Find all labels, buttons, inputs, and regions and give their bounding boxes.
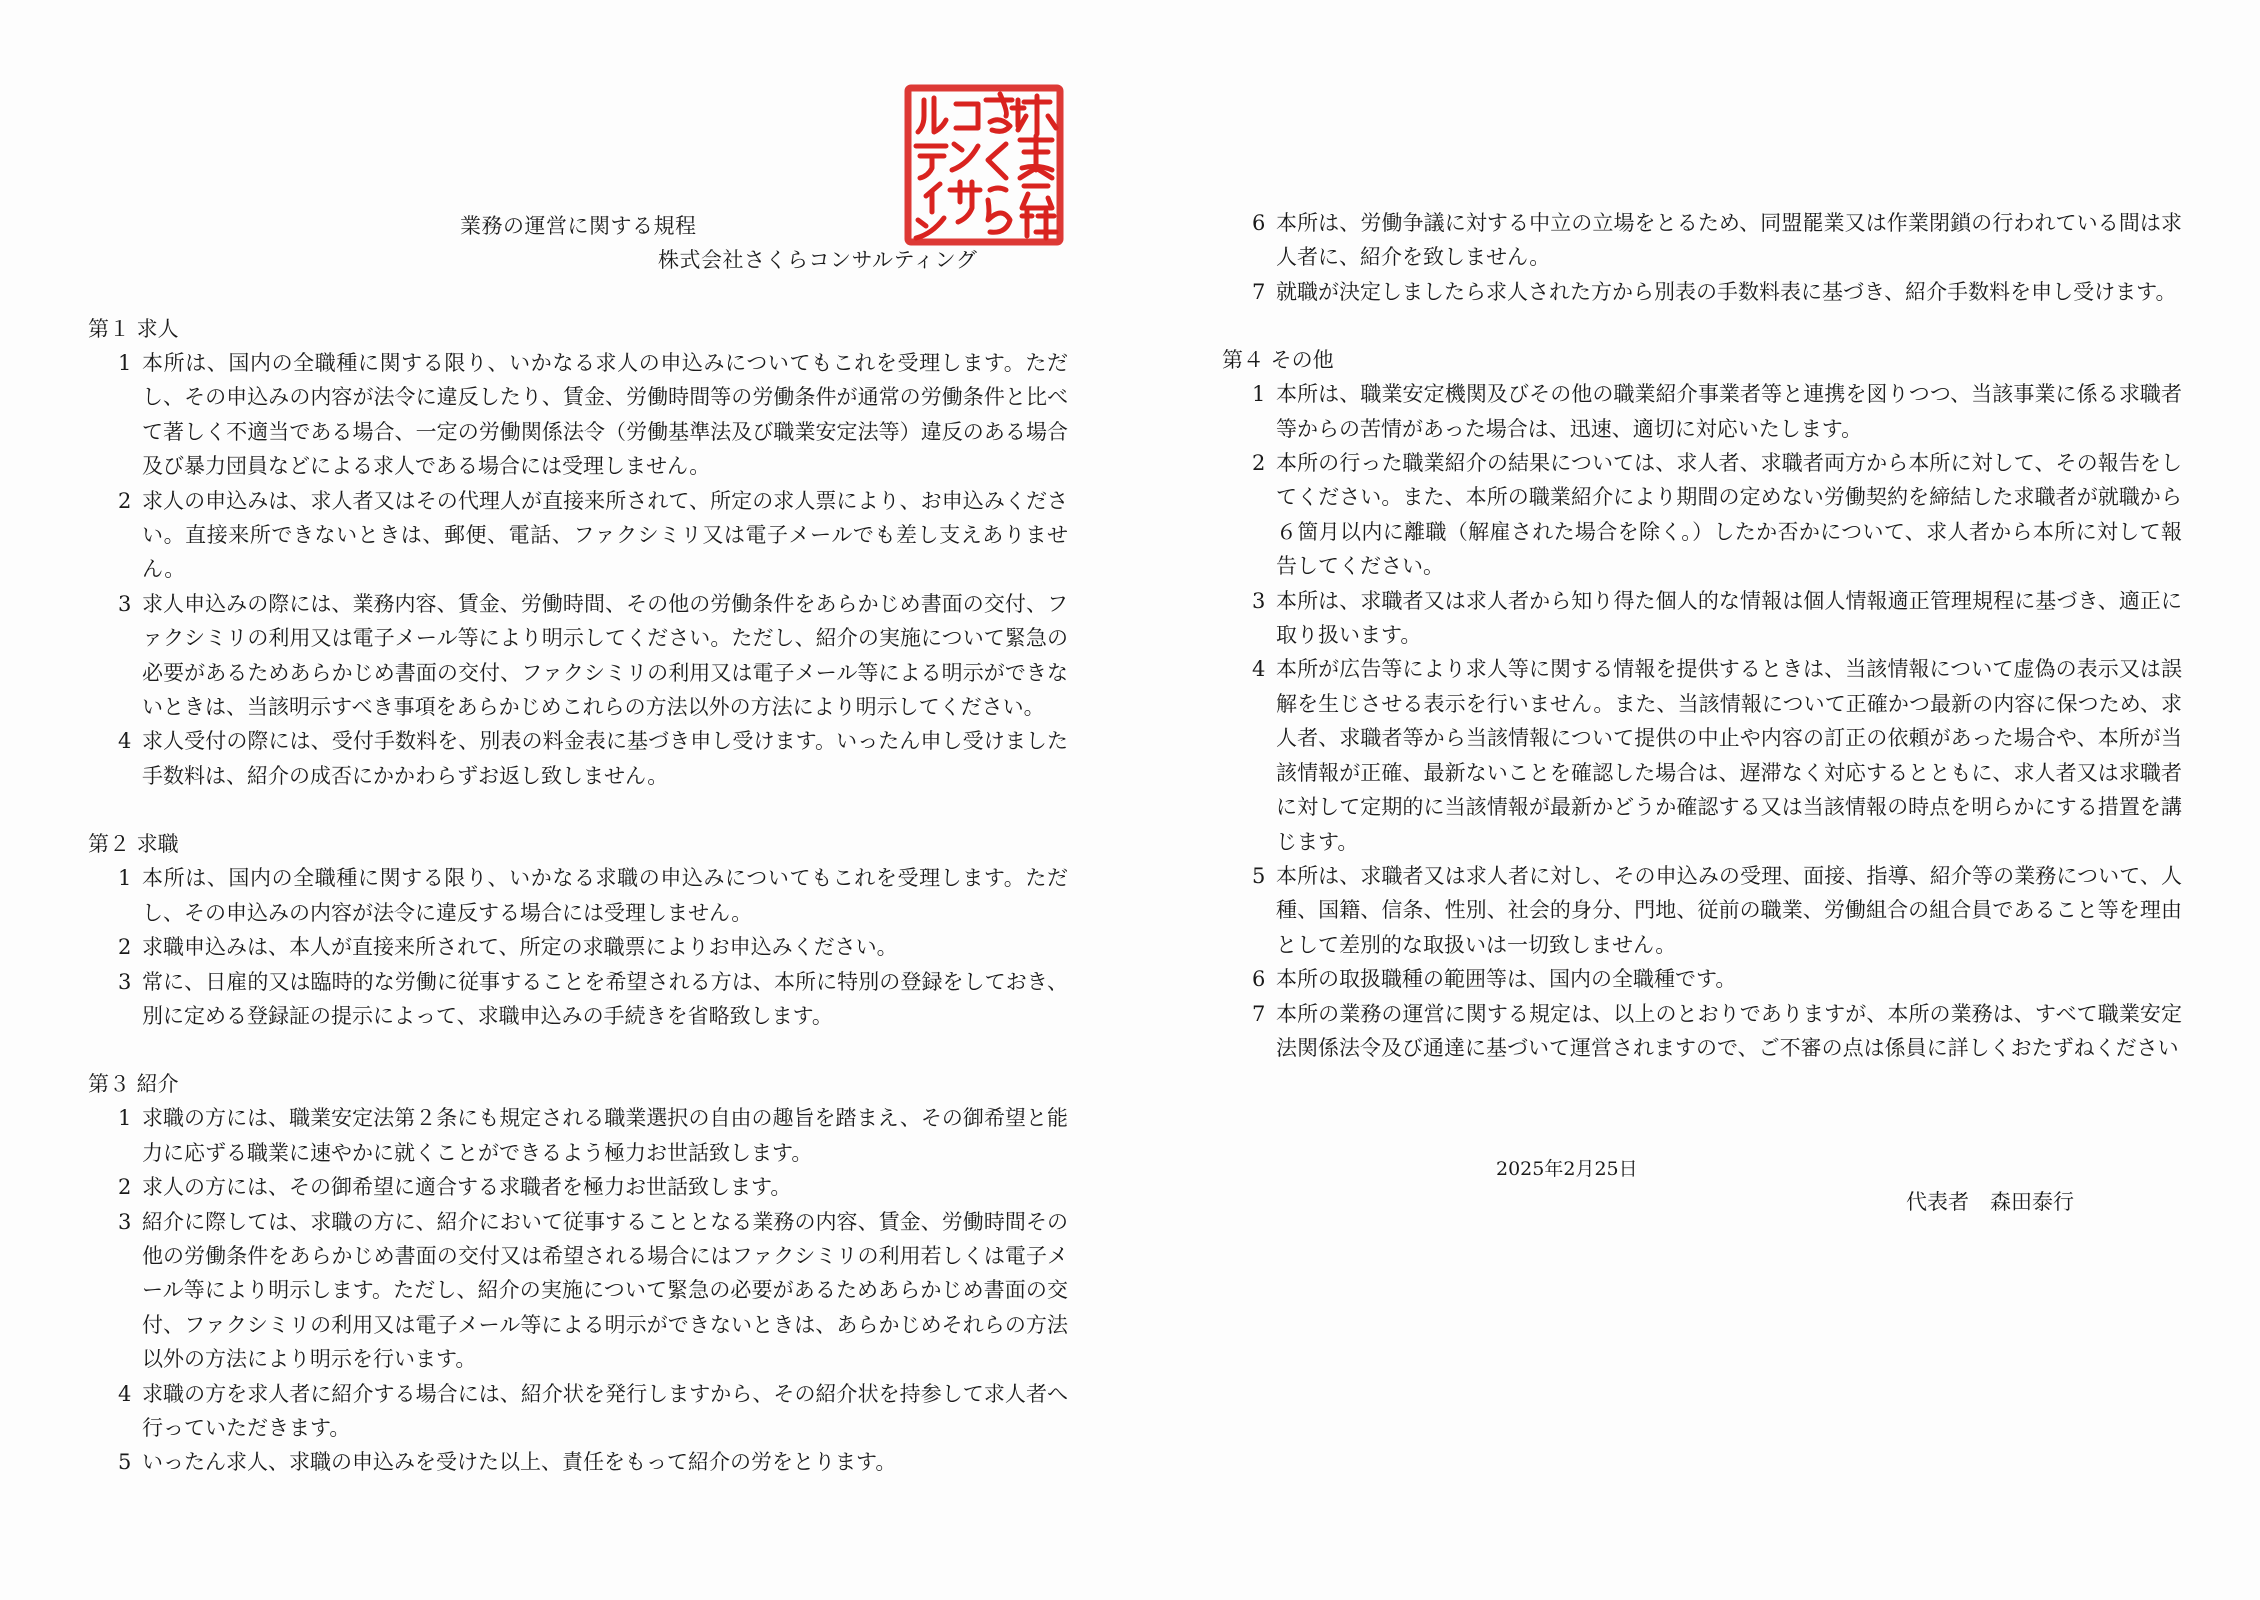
item-number: 2 bbox=[1252, 451, 1266, 476]
list-item bbox=[1222, 997, 2182, 1066]
item-text: 就職が決定しましたら求人された方から別表の手数料表に基づき、紹介手数料を申し受けます。 bbox=[1276, 279, 2177, 304]
right-column bbox=[1222, 206, 2182, 1065]
item-number: 6 bbox=[1252, 211, 1266, 235]
list-item bbox=[88, 484, 1068, 587]
item-text: 求人申込みの際には、業務内容、賃金、労働時間、その他の労働条件をあらかじめ書面の交付、ファクシミリの利用又は電子メール等により明示してください。ただし、紹介の実施について緊急の必要があるためあらかじめ書面の交付、ファクシミリの利用又は電子メール等による明示ができないときは、当該明示すべき事項をあらかじめこれらの方法以外の方法により明示してください。 bbox=[142, 591, 1068, 720]
list-item bbox=[88, 1377, 1068, 1446]
item-number: 7 bbox=[1252, 1001, 1266, 1026]
list-item bbox=[1222, 377, 2182, 446]
list-item bbox=[88, 346, 1068, 484]
item-number: 1 bbox=[1252, 382, 1266, 407]
list-item bbox=[88, 1101, 1068, 1170]
item-number: 1 bbox=[118, 1106, 132, 1131]
section-heading: 第３ 紹介 bbox=[88, 1072, 179, 1097]
section-heading: 第２ 求職 bbox=[88, 832, 179, 857]
item-text: 本所は、国内の全職種に関する限り、いかなる求職の申込みについてもこれを受理します。ただし、その申込みの内容が法令に違反する場合には受理しません。 bbox=[142, 866, 1068, 925]
list-item bbox=[88, 930, 1068, 964]
item-number: 4 bbox=[118, 1381, 132, 1406]
section-introduction-continued bbox=[1222, 206, 2182, 309]
company-name: 株式会社さくらコンサルティング bbox=[658, 248, 978, 272]
section-heading: 第４ その他 bbox=[1222, 348, 1334, 373]
item-text: 本所は、求職者又は求人者から知り得た個人的な情報は個人情報適正管理規程に基づき、適正に取り扱います。 bbox=[1276, 588, 2182, 648]
item-number: 3 bbox=[118, 591, 132, 616]
list-item bbox=[88, 861, 1068, 930]
document-title: 業務の運営に関する規程 bbox=[460, 214, 697, 238]
item-text: 本所が広告等により求人等に関する情報を提供するときは、当該情報について虚偽の表示又は誤解を生じさせる表示を行いません。また、当該情報について正確かつ最新の内容に保つため、求人者、求職者等から当該情報について提供の中止や内容の訂正の依頼があった場合や、本所が当該情報が正確、最新ないことを確認した場合は、遅滞なく対応するとともに、求人者又は求職者に対して定期的に当該情報が最新かどうか確認する又は当該情報の時点を明らかにする措置を講じます。 bbox=[1276, 657, 2182, 854]
item-text: 本所の行った職業紹介の結果については、求人者、求職者両方から本所に対して、その報告をしてください。また、本所の職業紹介により期間の定めない労働契約を締結した求職者が就職から６箇月以内に離職（解雇された場合を除く。）したか否かについて、求人者から本所に対して報告してください。 bbox=[1276, 451, 2182, 579]
list-item bbox=[1222, 962, 2182, 996]
item-text: 求職の方には、職業安定法第２条にも規定される職業選択の自由の趣旨を踏まえ、その御希望と能力に応ずる職業に速やかに就くことができるよう極力お世話致します。 bbox=[142, 1106, 1068, 1165]
list-item bbox=[1222, 652, 2182, 858]
item-number: 6 bbox=[1252, 967, 1266, 992]
item-text: 本所の業務の運営に関する規定は、以上のとおりでありますが、本所の業務は、すべて職業安定法関係法令及び通達に基づいて運営されますので、ご不審の点は係員に詳しくおたずねください bbox=[1276, 1001, 2182, 1060]
item-number: 5 bbox=[1252, 863, 1266, 888]
item-number: 3 bbox=[118, 969, 132, 994]
list-item bbox=[88, 1170, 1068, 1204]
item-text: 紹介に際しては、求職の方に、紹介において従事することとなる業務の内容、賃金、労働時間その他の労働条件をあらかじめ書面の交付又は希望される場合にはファクシミリの利用若しくは電子メール等により明示します。ただし、紹介の実施について緊急の必要があるためあらかじめ書面の交付、ファクシミリの利用又は電子メール等による明示ができないときは、あらかじめそれらの方法以外の方法により明示を行います。 bbox=[142, 1209, 1068, 1372]
item-text: 求人の方には、その御希望に適合する求職者を極力お世話致します。 bbox=[142, 1175, 792, 1200]
item-number: 2 bbox=[118, 1175, 132, 1200]
item-number: 1 bbox=[118, 351, 132, 375]
item-text: 求人の申込みは、求人者又はその代理人が直接来所されて、所定の求人票により、お申込みください。直接来所できないときは、郵便、電話、ファクシミリ又は電子メールでも差し支えありません。 bbox=[142, 488, 1068, 582]
representative-name: 代表者 森田泰行 bbox=[1906, 1190, 2074, 1214]
item-text: 求職申込みは、本人が直接来所されて、所定の求職票によりお申込みください。 bbox=[142, 935, 898, 960]
section-introduction bbox=[88, 1067, 1068, 1479]
item-number: 2 bbox=[118, 935, 132, 960]
left-column bbox=[88, 312, 1068, 1480]
list-item bbox=[88, 724, 1068, 793]
company-seal-stamp bbox=[902, 82, 1066, 248]
section-job-seeking bbox=[88, 827, 1068, 1033]
list-item bbox=[1222, 584, 2182, 653]
item-text: 求職の方を求人者に紹介する場合には、紹介状を発行しますから、その紹介状を持参して求人者へ行っていただきます。 bbox=[142, 1381, 1068, 1440]
list-item bbox=[88, 1445, 1068, 1479]
item-text: 本所は、労働争議に対する中立の立場をとるため、同盟罷業又は作業閉鎖の行われている間は求人者に、紹介を致しません。 bbox=[1276, 211, 2182, 270]
item-text: 本所は、国内の全職種に関する限り、いかなる求人の申込みについてもこれを受理します。ただし、その申込みの内容が法令に違反したり、賃金、労働時間等の労働条件が通常の労働条件と比べて著しく不適当である場合、一定の労働関係法令（労働基準法及び職業安定法等）違反のある場合及び暴力団員などによる求人である場合には受理しません。 bbox=[142, 351, 1068, 479]
item-text: 常に、日雇的又は臨時的な労働に従事することを希望される方は、本所に特別の登録をしておき、別に定める登録証の提示によって、求職申込みの手続きを省略致します。 bbox=[142, 969, 1068, 1028]
list-item bbox=[1222, 206, 2182, 275]
section-other bbox=[1222, 343, 2182, 1065]
list-item bbox=[1222, 275, 2182, 309]
item-number: 1 bbox=[118, 866, 132, 891]
section-heading: 第１ 求人 bbox=[88, 317, 179, 341]
item-text: 本所は、求職者又は求人者に対し、その申込みの受理、面接、指導、紹介等の業務について、人種、国籍、信条、性別、社会的身分、門地、従前の職業、労働組合の組合員であること等を理由として差別的な取扱いは一切致しません。 bbox=[1276, 863, 2182, 957]
list-item bbox=[88, 587, 1068, 725]
list-item bbox=[1222, 859, 2182, 962]
item-number: 5 bbox=[118, 1450, 132, 1475]
item-text: いったん求人、求職の申込みを受けた以上、責任をもって紹介の労をとります。 bbox=[142, 1450, 897, 1475]
item-number: 7 bbox=[1252, 279, 1266, 304]
list-item bbox=[1222, 446, 2182, 584]
item-text: 本所の取扱職種の範囲等は、国内の全職種です。 bbox=[1276, 967, 1737, 992]
item-number: 3 bbox=[1252, 588, 1266, 613]
list-item bbox=[88, 965, 1068, 1034]
item-number: 2 bbox=[118, 488, 132, 513]
list-item bbox=[88, 1205, 1068, 1377]
document-date: 2025年2月25日 bbox=[1496, 1158, 1638, 1180]
item-number: 4 bbox=[1252, 657, 1266, 682]
item-text: 求人受付の際には、受付手数料を、別表の料金表に基づき申し受けます。いったん申し受けました手数料は、紹介の成否にかかわらずお返し致しません。 bbox=[142, 729, 1068, 788]
item-text: 本所は、職業安定機関及びその他の職業紹介事業者等と連携を図りつつ、当該事業に係る求職者等からの苦情があった場合は、迅速、適切に対応いたします。 bbox=[1276, 382, 2182, 441]
section-recruitment bbox=[88, 312, 1068, 793]
item-number: 4 bbox=[118, 729, 132, 754]
item-number: 3 bbox=[118, 1209, 132, 1234]
